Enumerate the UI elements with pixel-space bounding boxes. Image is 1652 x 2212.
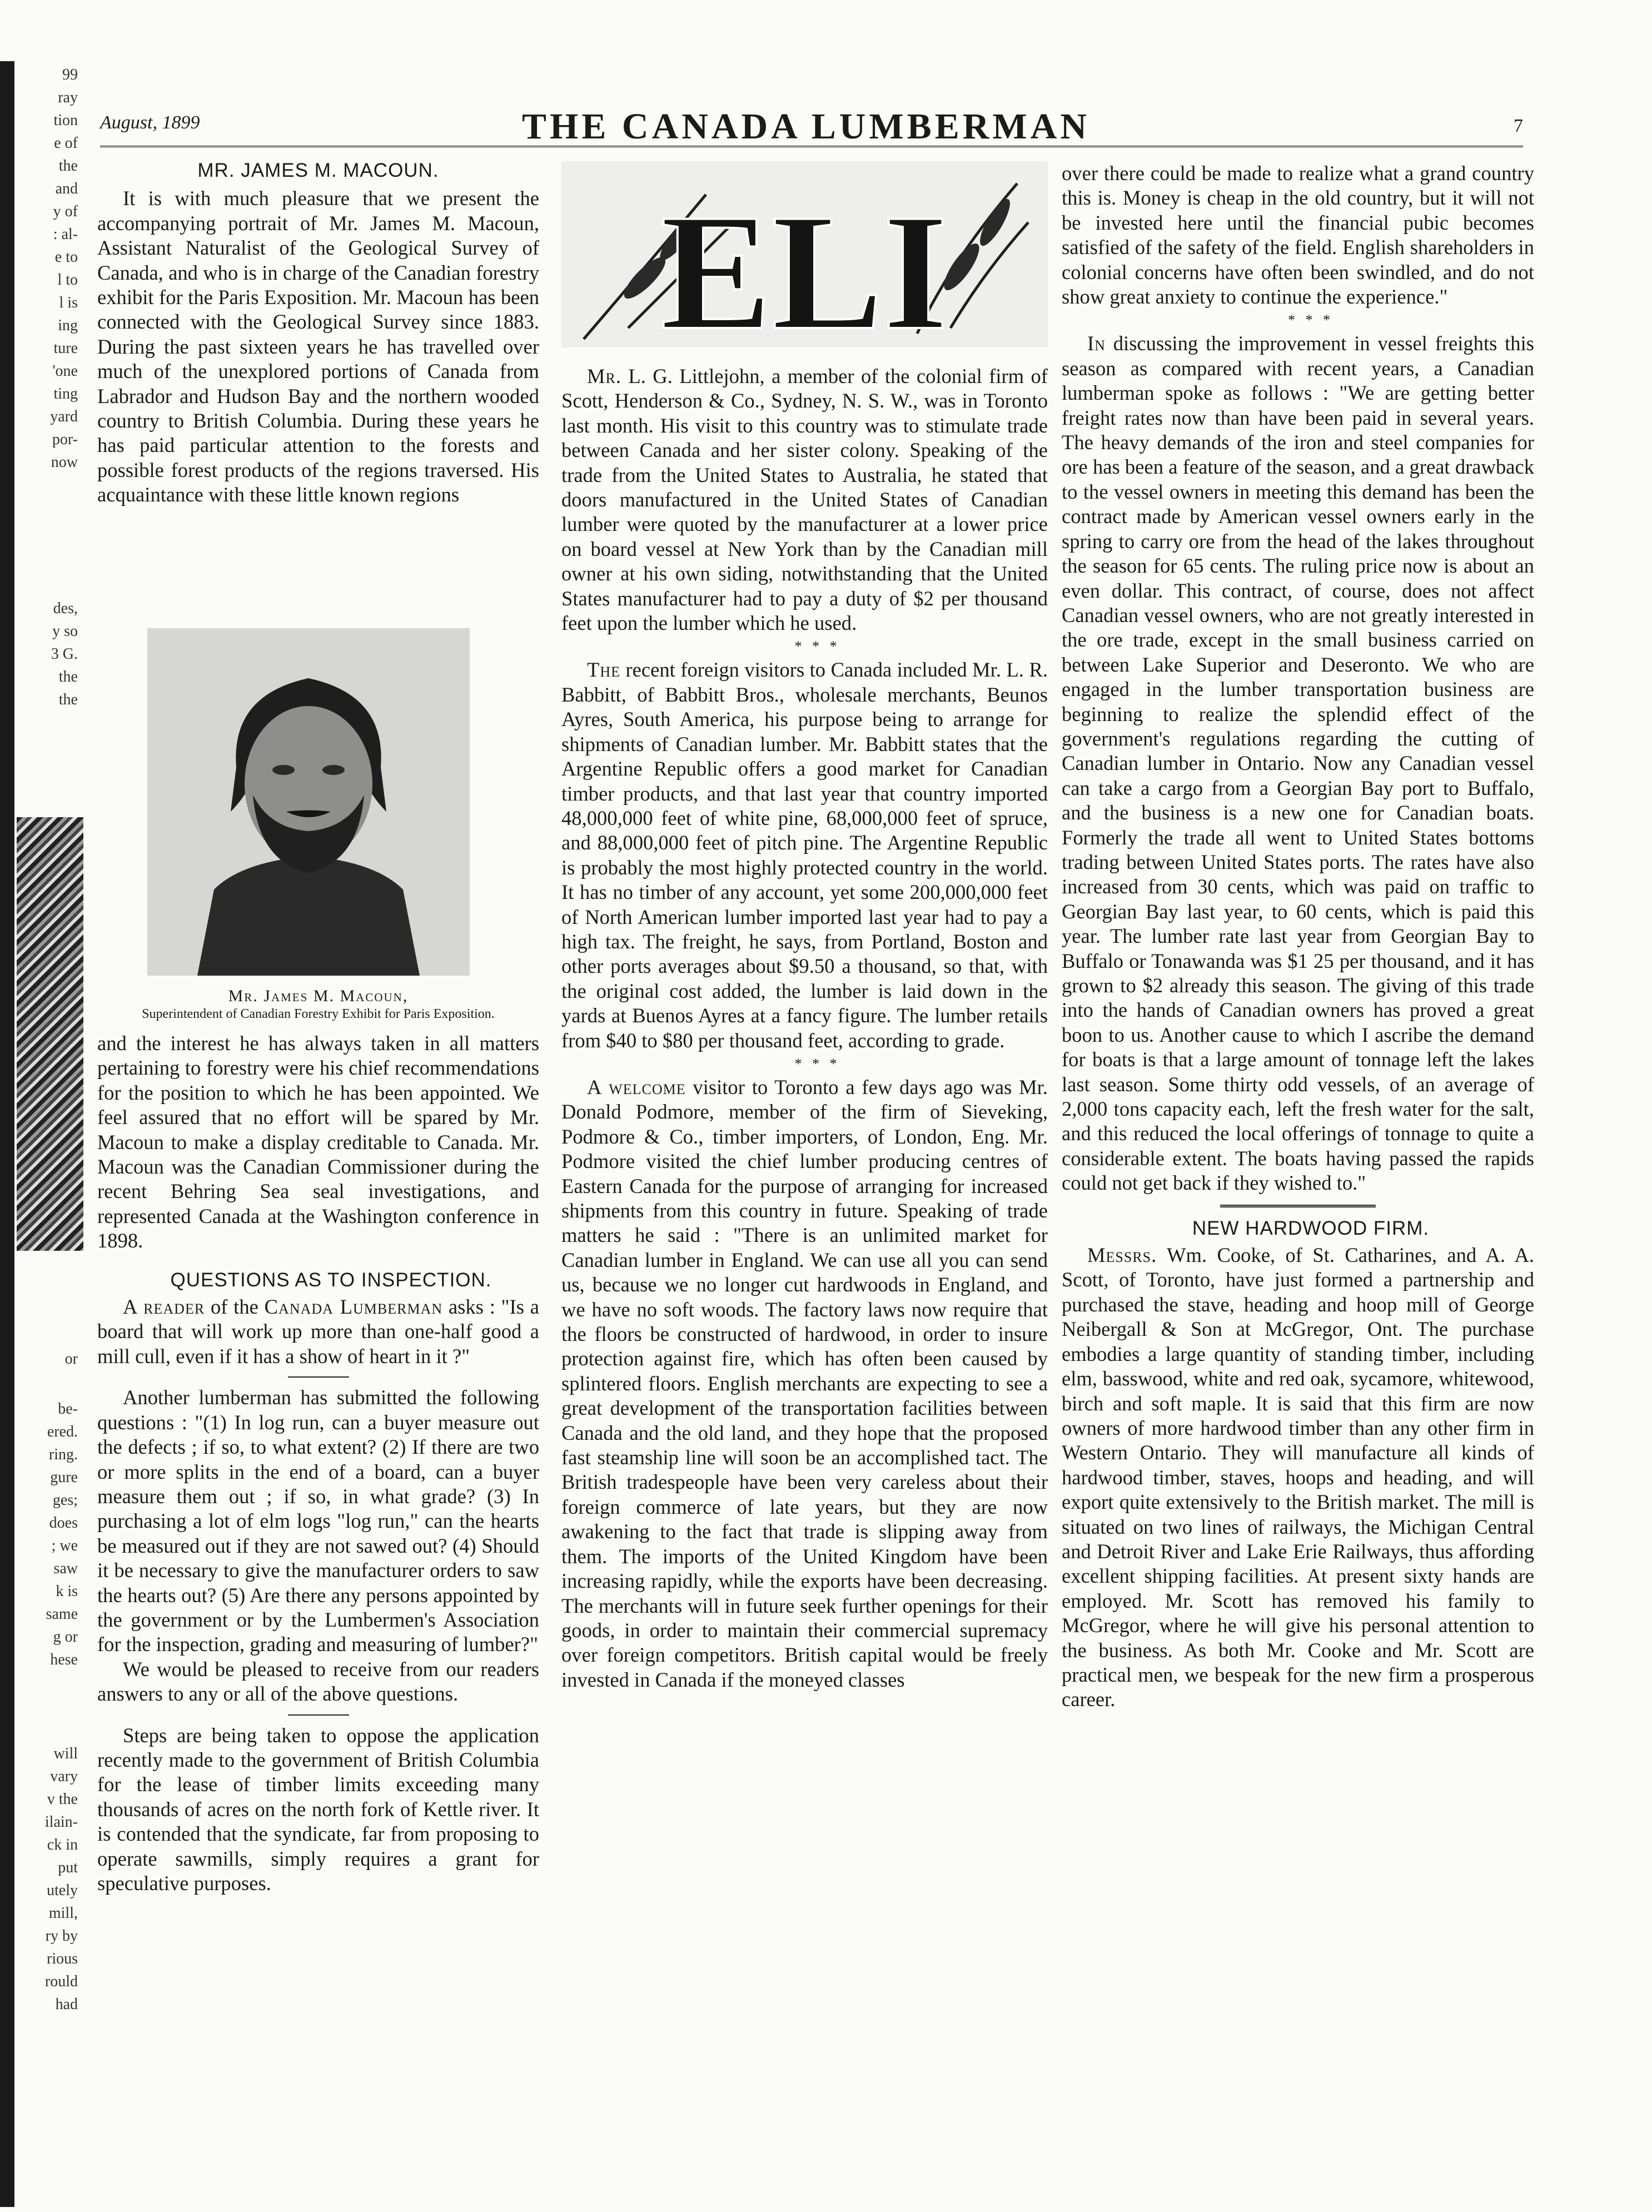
headline-hardwood-firm: NEW HARDWOOD FIRM. — [1192, 1217, 1430, 1239]
facing-page-fragment: ring. — [48, 1447, 78, 1463]
facing-page-fragment: g or — [53, 1629, 78, 1646]
article-macoun-p2: and the interest he has always taken in all matters pertaining to forestry were his chief recommendations for the position to which he has been appointed. We feel assured that no effort will be spared by Mr. Macoun to make a display creditable to Canada. Mr. Macoun was the Canadian Commissioner during the recent Behring Sea seal investigations, and represented Canada at the Washington conference in 1898. — [97, 1032, 539, 1252]
facing-page-fragment: ilain- — [44, 1814, 78, 1831]
article-hardwood-firm: Messrs. Wm. Cooke, of St. Catharines, and A. A. Scott, of Toronto, have just formed a partnership and purchased the stave, heading and hoop mill of George Neibergall & Son at McGregor, Ont. The purchase embodies a large quantity of standing timber, including elm, basswood, white and red oak, sycamore, whitewood, birch and soft maple. It is said that this firm are now owners of more hardwood timber than any other firm in Western Ontario. They will manufacture all kinds of hardwood timber, staves, hoops and heading, and will export quite extensively to the British market. The mill is situated on two lines of railways, the Michigan Central and Detroit River and Lake Erie Railways, thus affording excellent shipping facilities. At present sixty hands are employed. Mr. Scott has removed his family to McGregor, where he will give his personal attention to the business. As both Mr. Cooke and Mr. Scott are practical men, we bespeak for the new firm a prosperous career. — [1062, 1244, 1534, 1711]
newspaper-title: THE CANADA LUMBERMAN — [521, 106, 1091, 147]
section-rule — [288, 1376, 349, 1378]
facing-page-fragment: gure — [50, 1469, 78, 1486]
facing-page-fragment: and — [55, 181, 78, 197]
facing-page-edge — [0, 0, 83, 2212]
section-rule — [288, 1714, 349, 1716]
decorative-initial — [561, 161, 1048, 347]
portrait-illustration — [147, 628, 470, 976]
section-stars: * * * — [794, 1055, 840, 1072]
section-rule — [1220, 1205, 1376, 1207]
caption-name: Mr. James M. Macoun, — [228, 987, 409, 1005]
facing-page-fragment: ges; — [52, 1492, 78, 1509]
article-inspection-p3: We would be pleased to receive from our readers answers to any or all of the above questions. — [97, 1657, 539, 1706]
facing-page-fragment: : al- — [53, 226, 78, 243]
facing-page-fragment: yard — [50, 409, 78, 425]
facing-page-fragment: does — [49, 1515, 78, 1532]
ornamental-initial-art — [561, 161, 1048, 347]
portrait-photo — [147, 628, 470, 976]
facing-page-fragment: 'one — [52, 363, 78, 380]
facing-page-fragment: ry by — [45, 1928, 78, 1945]
column-2 — [561, 364, 1048, 1692]
facing-page-fragment: des, — [53, 600, 78, 617]
facing-page-fragment: k is — [56, 1583, 78, 1600]
facing-page-fragment: same — [46, 1606, 78, 1623]
facing-page-fragment: vary — [50, 1768, 78, 1785]
facing-page-fragment: had — [55, 1996, 78, 2013]
facing-page-fragment: 3 G. — [51, 646, 78, 663]
facing-page-fragment: the — [58, 669, 78, 685]
facing-page-fragment: ture — [53, 340, 78, 357]
facing-page-fragment: tion — [53, 112, 78, 129]
portrait-caption — [97, 987, 539, 1022]
facing-page-fragment: y of — [53, 203, 78, 220]
facing-page-fragment: l is — [59, 295, 78, 311]
article-podmore: A welcome visitor to Toronto a few days ago was Mr. Donald Podmore, member of the firm of Sieveking, Podmore & Co., timber importers, of London, Eng. Mr. Podmore visited the chief lumber producing centres of Eastern Canada for the purpose of arranging for increased shipments from this country in future. Speaking of trade matters he said : "There is an unlimited market for Canadian lumber in England. We can use all you can send us, because we no longer cut hardwoods in England, and we have no soft woods. The factory laws now require that the floors be constructed of hardwood, in order to insure protection against fire, which has often been caused by splintered floors. English merchants are expecting to see a great development of the transportation facilities between Canada and the old land, and they hope that the proposed fast steamship line will soon be an accomplished tact. The British tradespeople have been very careless about their foreign commerce of late years, but they are now awakening to the fact that trade is slipping away from them. The imports of the United Kingdom have been increasing rapidly, while the exports have been decreasing. The merchants will in future seek further openings for their goods, in order to maintain their commercial supremacy over foreign competitors. British capital would be freely invested in Canada if the moneyed classes — [561, 1075, 1048, 1691]
article-babbitt: The recent foreign visitors to Canada included Mr. L. R. Babbitt, of Babbitt Bros., wholesale merchants, Beunos Ayres, South America, his purpose being to arrange for shipments of Canadian lumber. Mr. Babbitt states that the Argentine Republic offers a good market for Canadian timber products, and that last year that country imported 48,000,000 feet of white pine, 68,000,000 feet of spruce, and 88,000,000 feet of pitch pine. The Argentine Republic is probably the most highly protected country in the world. It has no timber of any account, yet some 200,000,000 feet of North American lumber imported last year had to pay a high tax. The freight, he says, from Portland, Boston and other ports averages about $9.50 a thousand, so that, with the original cost added, the lumber is laid down in the yards at Buenos Ayres at a fancy figure. The lumber retails from $40 to $80 per thousand feet, according to grade. — [561, 658, 1048, 1052]
article-vessel-freights: In discussing the improvement in vessel freights this season as compared with recent years, a Canadian lumberman spoke as follows : "We are getting better freight rates now than have been paid in several years. The heavy demands of the iron and steel companies for ore has been a feature of the season, and a great drawback to the vessel owners in meeting this demand has been the contract made by American vessel owners early in the spring to carry ore from the head of the lakes throughout the season for 65 cents. The ruling price now is about an even dollar. This contract, of course, does not affect Canadian vessel owners, who are not greatly interested in the ore trade, except in the small business carried on between Lake Superior and Deseronto. We who are engaged in the lumber transportation business are beginning to realize the splendid effect of the government's regulations regarding the cutting of Canadian lumber in Ontario. Now any Canadian vessel can take a cargo from a Georgian Bay port to Buffalo, and the business is a new one for Canadian boats. Formerly the trade all went to United States bottoms trading between United States ports. The rates have also increased from 30 cents, which was paid on traffic to Georgian Bay last year, to 60 cents, which is paid this year. The lumber rate last year from Georgian Bay to Buffalo or Tonawanda was $1 25 per thousand, and it has grown to $2 already this season. The giving of this trade into the hands of Canadian owners has proved a great boon to us. Another cause to which I ascribe the demand for boats is that a large amount of tonnage left the lakes last season. Some thirty odd vessels, of an average of 2,000 tons capacity each, left the fresh water for the salt, and this reduced the local offerings of tonnage to quite a considerable extent. The boats having passed the rapids could not get back if they wished to." — [1062, 332, 1534, 1195]
facing-page-fragment: 99 — [62, 67, 78, 83]
facing-page-fragment: ered. — [47, 1424, 78, 1440]
facing-page-fragment: ing — [58, 317, 78, 334]
facing-page-fragment: hese — [50, 1652, 78, 1668]
facing-page-fragment: l to — [57, 272, 78, 289]
headline-macoun: MR. JAMES M. MACOUN. — [197, 160, 439, 181]
article-littlejohn: Mr. L. G. Littlejohn, a member of the colonial firm of Scott, Henderson & Co., Sydney, N. S. W., was in Toronto last month. His visit to this country was to stimulate trade between Canada and her sister colony. Speaking of the trade from the United States to Australia, he stated that doors manufactured in the United States of Canadian lumber were quoted by the manufacturer at a lower price on board vessel at New York than by the Canadian mill owner at his own siding, notwithstanding that the United States manufacturer had to pay a duty of $2 per thousand feet upon the lumber which he used. — [561, 365, 1048, 635]
facing-page-fragment: put — [58, 1860, 78, 1876]
facing-page-fragment: the — [58, 692, 78, 708]
facing-page-fragment: ck in — [47, 1837, 78, 1853]
facing-page-fragment: now — [51, 454, 78, 471]
facing-page-fragment: the — [58, 158, 78, 175]
facing-page-fragment: or — [64, 1351, 78, 1368]
facing-page-fragment: ray — [58, 90, 78, 106]
section-stars: * * * — [794, 638, 840, 655]
column-1-top — [97, 158, 539, 508]
facing-page-fragment: por- — [52, 431, 78, 448]
facing-page-fragment: e to — [54, 249, 78, 266]
facing-page-fragment: rious — [47, 1951, 78, 1967]
torn-paper-edge — [17, 817, 83, 1251]
masthead-rule — [100, 146, 1523, 147]
masthead — [89, 106, 1523, 150]
initial-letters: ELI — [660, 180, 948, 347]
article-podmore-continued: over there could be made to realize what a grand country this is. Money is cheap in the old country, but it will not be invested here until the financial pubic becomes satisfied of the safety of the field. English shareholders in colonial concerns have often been swindled, and do not show great anxiety to continue the experience." — [1062, 162, 1534, 309]
facing-page-fragment: utely — [47, 1882, 78, 1899]
article-inspection-p2: Another lumberman has submitted the following questions : "(1) In log run, can a buyer measure out the defects ; if so, to what extent? (2) If there are two or more splits in the end of a board, can a buyer measure them out ; if so, in what grade? (3) In purchasing a lot of elm logs "log run," can the hearts be measured out if they are not sawed out? (4) Should it be necessary to give the manufacturer orders to saw the hearts out? (5) Are there any persons appointed by the government or by the Lumbermen's Association for the inspection, grading and measuring of lumber?" — [97, 1386, 539, 1656]
facing-page-fragment: ting — [53, 386, 78, 402]
facing-page-fragment: v the — [47, 1791, 78, 1808]
article-kettle-river: Steps are being taken to oppose the application recently made to the government of British Columbia for the lease of timber limits exceeding many thousands of acres on the north fork of Kettle river. It is contended that the syndicate, far from proposing to operate sawmills, simply requires a grant for speculative purposes. — [97, 1723, 539, 1895]
facing-page-fragment: e of — [54, 135, 78, 152]
facing-page-fragment: rould — [44, 1974, 78, 1990]
column-3 — [1062, 161, 1534, 1712]
page-number: 7 — [1514, 116, 1523, 136]
issue-date: August, 1899 — [100, 112, 200, 133]
facing-page-fragment: saw — [53, 1560, 78, 1577]
headline-inspection: QUESTIONS AS TO INSPECTION. — [170, 1269, 492, 1291]
column-1-bottom — [97, 1031, 539, 1896]
article-macoun-p1: It is with much pleasure that we present the accompanying portrait of Mr. James M. Macoun, Assistant Naturalist of the Geological Survey of Canada, and who is in charge of the Canadian forestry exhibit for the Paris Exposition. Mr. Macoun has been connected with the Geological Survey since 1883. During the past sixteen years he has travelled over much of the unexplored portions of Canada from Labrador and Hudson Bay and the northern wooded country to British Columbia. During these years he has paid particular attention to the forests and possible forest products of the regions traversed. His acquaintance with these little known regions — [97, 187, 539, 506]
facing-page-fragment: will — [53, 1746, 78, 1762]
facing-page-fragment: be- — [58, 1401, 78, 1418]
facing-page-fragment: mill, — [48, 1905, 78, 1922]
facing-page-fragment: y so — [52, 623, 78, 640]
caption-subtitle: Superintendent of Canadian Forestry Exhibit for Paris Exposition. — [142, 1007, 495, 1021]
facing-page-fragment: ; we — [51, 1538, 78, 1554]
article-inspection-p1: A reader of the Canada Lumberman asks : "Is a board that will work up more than one-half good a mill cull, even if it has a show of heart in it ?" — [97, 1295, 539, 1368]
section-stars: * * * — [1288, 312, 1333, 329]
